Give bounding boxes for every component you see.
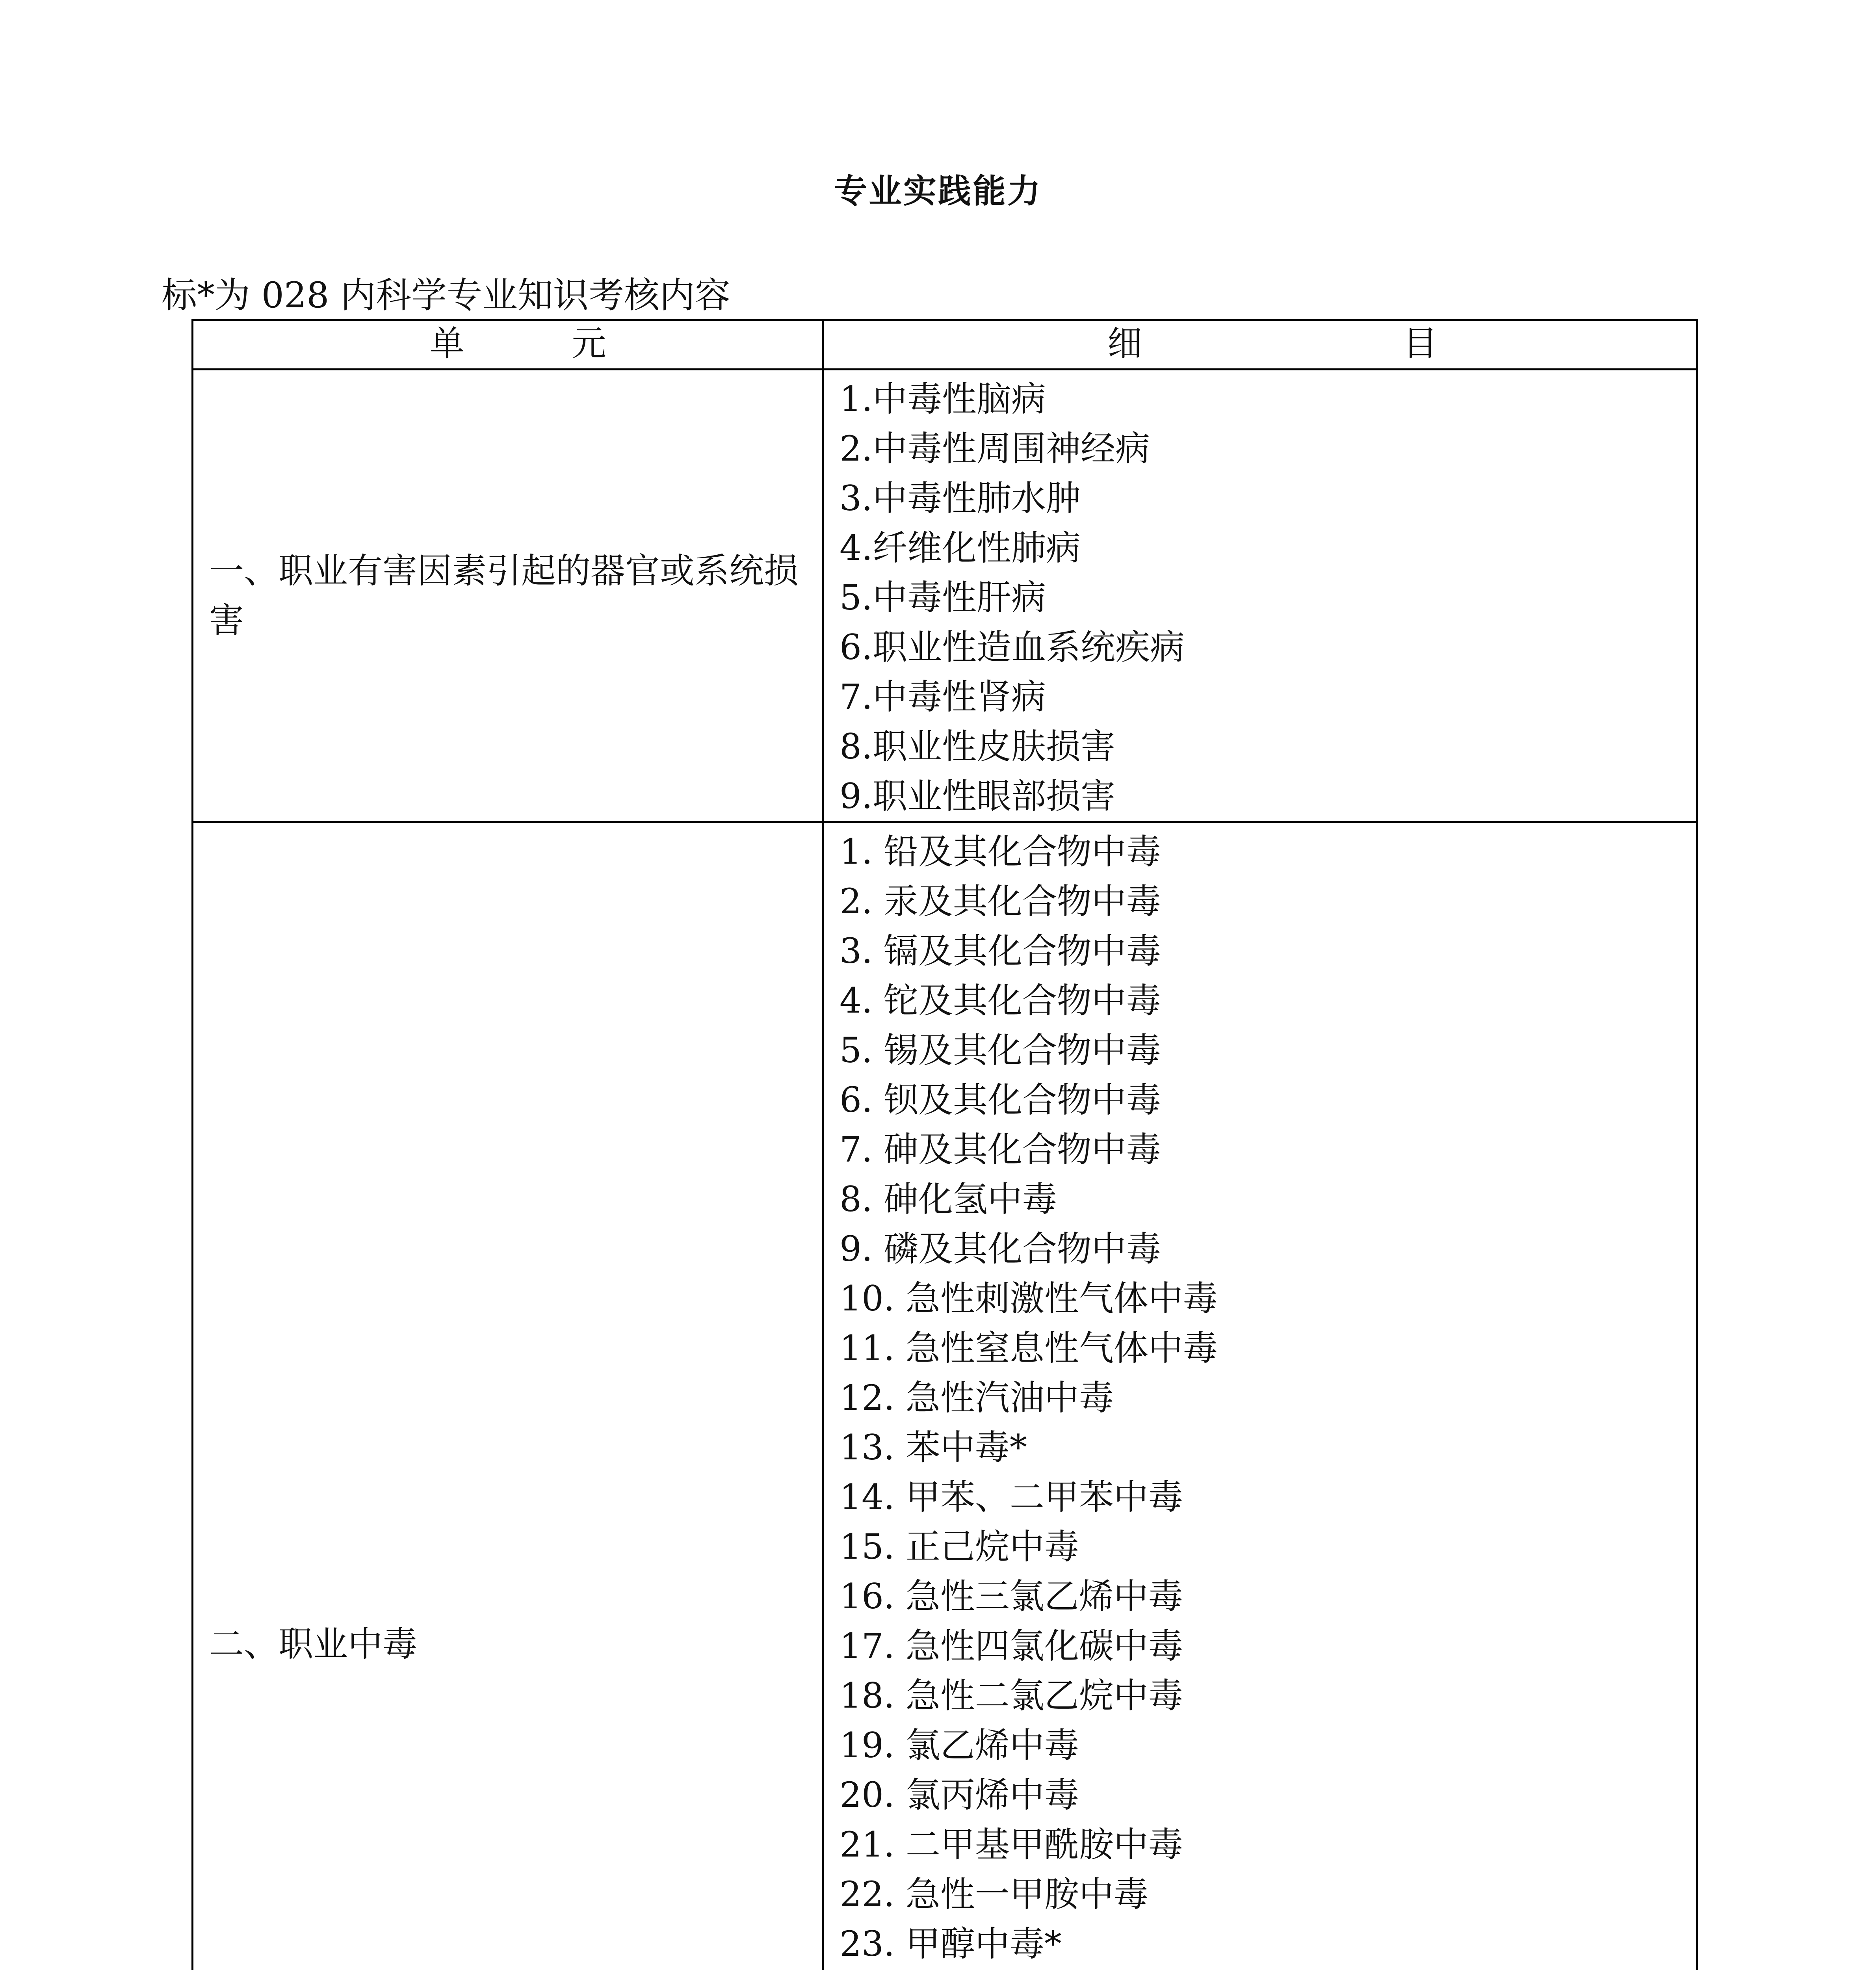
table-row-unit-1	[193, 368, 1696, 821]
note-text: 标*为 028 内科学专业知识考核内容	[162, 275, 730, 316]
detail-item: 7.中毒性肾病	[840, 676, 1046, 717]
detail-item: 7. 砷及其化合物中毒	[840, 1129, 1161, 1170]
detail-item: 1.中毒性脑病	[840, 379, 1046, 419]
unit-cell: 二、职业中毒	[193, 823, 824, 1970]
detail-item: 15. 正己烷中毒	[840, 1526, 1079, 1567]
table-row-unit-2	[193, 821, 1696, 1970]
detail-item: 9. 磷及其化合物中毒	[840, 1228, 1161, 1269]
detail-item: 4.纤维化性肺病	[840, 528, 1081, 568]
detail-cell	[824, 823, 1696, 1970]
table-header-row	[193, 321, 1696, 368]
header-unit-char: 元	[572, 323, 607, 364]
detail-item: 21. 二甲基甲酰胺中毒	[840, 1824, 1183, 1865]
detail-item: 17. 急性四氯化碳中毒	[840, 1626, 1183, 1666]
detail-item: 10. 急性刺激性气体中毒	[840, 1278, 1218, 1319]
detail-item: 11. 急性窒息性气体中毒	[840, 1328, 1218, 1368]
detail-item: 1. 铅及其化合物中毒	[840, 831, 1161, 872]
detail-item: 8.职业性皮肤损害	[840, 726, 1115, 767]
detail-item: 3. 镉及其化合物中毒	[840, 931, 1161, 971]
header-unit-cell	[193, 321, 824, 368]
unit-cell: 一、职业有害因素引起的器官或系统损害	[193, 370, 824, 821]
detail-item: 9.职业性眼部损害	[840, 776, 1115, 816]
syllabus-table	[191, 319, 1698, 1970]
detail-item: 8. 砷化氢中毒	[840, 1179, 1057, 1219]
detail-item: 20. 氯丙烯中毒	[840, 1775, 1079, 1815]
detail-item: 4. 铊及其化合物中毒	[840, 980, 1161, 1021]
detail-item: 12. 急性汽油中毒	[840, 1377, 1114, 1418]
detail-item: 14. 甲苯、二甲苯中毒	[840, 1477, 1183, 1517]
detail-item: 3.中毒性肺水肿	[840, 478, 1081, 519]
header-detail-char: 目	[1403, 323, 1438, 364]
detail-item: 6. 钡及其化合物中毒	[840, 1080, 1161, 1120]
detail-item: 5.中毒性肝病	[840, 577, 1046, 618]
detail-item: 22. 急性一甲胺中毒	[840, 1874, 1148, 1914]
detail-item: 19. 氯乙烯中毒	[840, 1725, 1079, 1766]
header-detail-cell	[824, 321, 1696, 368]
header-unit-char: 单	[430, 323, 465, 364]
header-detail-char: 细	[1107, 323, 1142, 364]
detail-item: 18. 急性二氯乙烷中毒	[840, 1675, 1183, 1716]
detail-item: 16. 急性三氯乙烯中毒	[840, 1576, 1183, 1617]
detail-item: 2. 汞及其化合物中毒	[840, 881, 1161, 922]
detail-item: 2.中毒性周围神经病	[840, 428, 1150, 469]
detail-item: 5. 锡及其化合物中毒	[840, 1030, 1161, 1070]
detail-item: 6.职业性造血系统疾病	[840, 627, 1185, 667]
detail-cell	[824, 370, 1696, 821]
detail-item: 13. 苯中毒*	[840, 1427, 1027, 1468]
detail-item: 23. 甲醇中毒*	[840, 1924, 1062, 1964]
page-title: 专业实践能力	[834, 172, 1042, 210]
